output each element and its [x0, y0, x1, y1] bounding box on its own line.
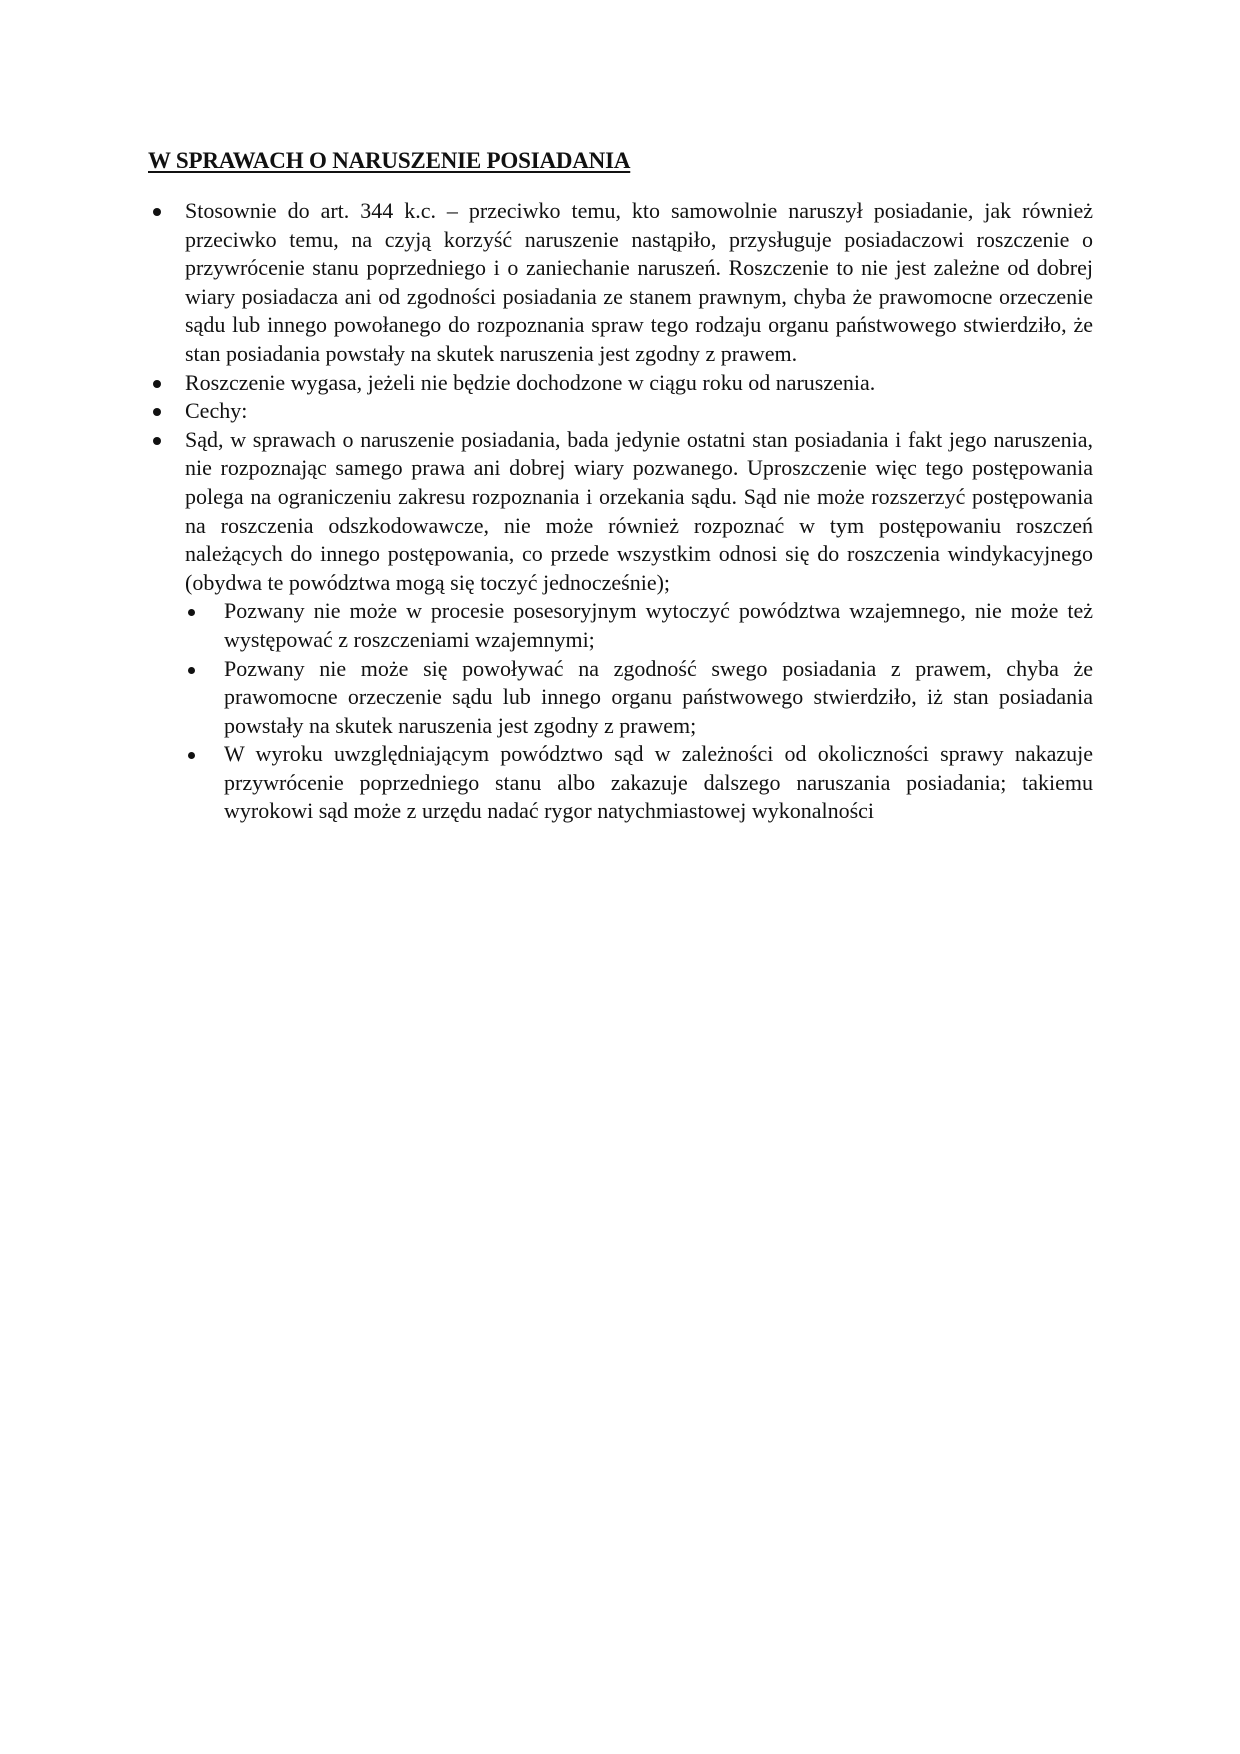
sub-list-item [148, 740, 1093, 826]
bullet-list [148, 197, 1093, 826]
sub-list-item-text: Pozwany nie może się powoływać na zgodność swego posiadania z prawem, chyba że prawomocne orzeczenie sądu lub innego organu państwowego stwierdziło, iż stan posiadania powstały na skutek naruszenia jest zgodny z prawem; [224, 655, 1093, 738]
bullet-dot-icon [153, 437, 161, 445]
sub-list-item-text: W wyroku uwzględniającym powództwo sąd w zależności od okoliczności sprawy nakazuje przywrócenie poprzedniego stanu albo zakazuje dalszego naruszania posiadania; takiemu wyrokowi sąd może z urzędu nadać rygor natychmiastowej wykonalności [224, 741, 1093, 824]
bullet-dot-icon [153, 208, 161, 216]
list-item-text: Stosownie do art. 344 k.c. – przeciwko temu, kto samowolnie naruszył posiadanie, jak również przeciwko temu, na czyją korzyść naruszenie nastąpiło, przysługuje posiadaczowi roszczenie o przywrócenie stanu poprzedniego i o zaniechanie naruszeń. Roszczenie to nie jest zależne od dobrej wiary posiadacza ani od zgodności posiadania ze stanem prawnym, chyba że prawomocne orzeczenie sądu lub innego powołanego do rozpoznania spraw tego rodzaju organu państwowego stwierdziło, że stan posiadania powstały na skutek naruszenia jest zgodny z prawem. [185, 198, 1093, 366]
sub-bullet-dot-icon [188, 667, 195, 674]
list-item [148, 197, 1093, 369]
sub-list-item [148, 655, 1093, 741]
sub-bullet-list [148, 597, 1093, 826]
list-item [148, 397, 1093, 426]
bullet-dot-icon [153, 380, 161, 388]
document-body [148, 146, 1093, 826]
list-item-text: Cechy: [185, 398, 248, 424]
list-item [148, 369, 1093, 398]
sub-bullet-dot-icon [188, 609, 195, 616]
document-title: W SPRAWACH O NARUSZENIE POSIADANIA [148, 148, 631, 173]
list-item-text: Sąd, w sprawach o naruszenie posiadania, bada jedynie ostatni stan posiadania i fakt jego naruszenia, nie rozpoznając samego prawa ani dobrej wiary pozwanego. Uproszczenie więc tego postępowania polega na ograniczeniu zakresu rozpoznania i orzekania sądu. Sąd nie może rozszerzyć postępowania na roszczenia odszkodowawcze, nie może również rozpoznać w tym postępowaniu roszczeń należących do innego postępowania, co przede wszystkim odnosi się do roszczenia windykacyjnego (obydwa te powództwa mogą się toczyć jednocześnie); [185, 426, 1093, 595]
list-item-text: Roszczenie wygasa, jeżeli nie będzie dochodzone w ciągu roku od naruszenia. [185, 369, 876, 395]
sub-bullet-dot-icon [188, 752, 195, 759]
bullet-dot-icon [153, 408, 161, 416]
list-item [148, 426, 1093, 826]
sub-list-item-text: Pozwany nie może w procesie posesoryjnym wytoczyć powództwa wzajemnego, nie może też występować z roszczeniami wzajemnymi; [224, 598, 1093, 652]
sub-list-item [148, 597, 1093, 654]
